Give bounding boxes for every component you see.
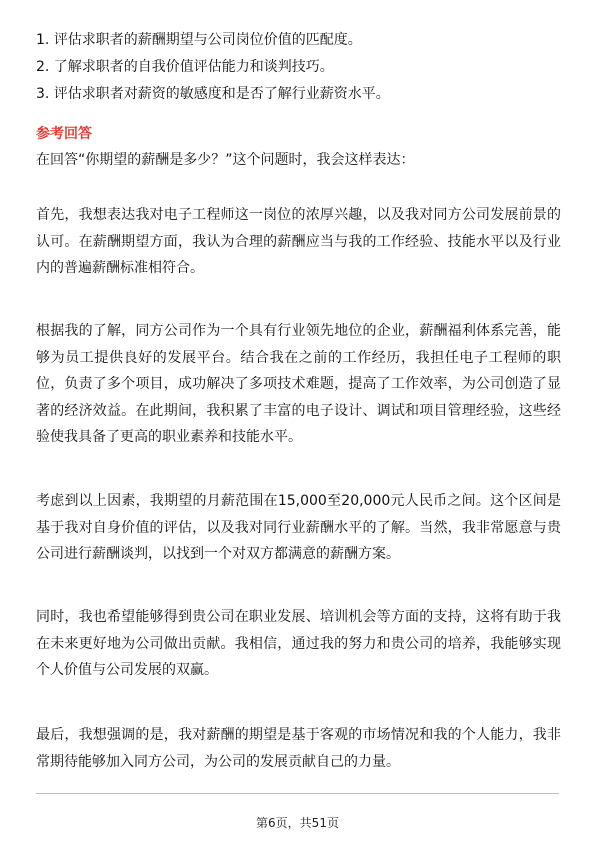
section-title: 参考回答 bbox=[36, 126, 92, 142]
question-purpose-list bbox=[36, 30, 561, 111]
footer-divider bbox=[36, 793, 559, 794]
answer-paragraph: 最后，我想强调的是，我对薪酬的期望是基于客观的市场情况和我的个人能力，我非常期待能够加入同方公司，为公司的发展贡献自己的力量。 bbox=[36, 727, 561, 770]
answer-paragraph: 首先，我想表达我对电子工程师这一岗位的浓厚兴趣，以及我对同方公司发展前景的认可。在薪酬期望方面，我认为合理的薪酬应当与我的工作经验、技能水平以及行业内的普遍薪酬标准相符合。 bbox=[36, 207, 561, 276]
list-item: 2. 了解求职者的自我价值评估能力和谈判技巧。 bbox=[36, 59, 334, 75]
answer-paragraph: 根据我的了解，同方公司作为一个具有行业领先地位的企业，薪酬福利体系完善，能够为员工提供良好的发展平台。结合我在之前的工作经历，我担任电子工程师的职位，负责了多个项目，成功解决了多项技术难题，提高了工作效率，为公司创造了显著的经济效益。在此期间，我积累了丰富的电子设计、调试和项目管理经验，这些经验使我具备了更高的职业素养和技能水平。 bbox=[36, 323, 561, 445]
page-number: 第6页，共51页 bbox=[256, 816, 339, 830]
answer-intro: 在回答“你期望的薪酬是多少？”这个问题时，我会这样表达： bbox=[36, 152, 415, 168]
list-item: 3. 评估求职者对薪资的敏感度和是否了解行业薪资水平。 bbox=[36, 86, 390, 102]
answer-paragraph: 同时，我也希望能够得到贵公司在职业发展、培训机会等方面的支持，这将有助于我在未来更好地为公司做出贡献。我相信，通过我的努力和贵公司的培养，我能够实现个人价值与公司发展的双赢。 bbox=[36, 609, 561, 678]
list-item: 1. 评估求职者的薪酬期望与公司岗位价值的匹配度。 bbox=[36, 32, 362, 48]
answer-paragraph: 考虑到以上因素，我期望的月薪范围在15,000至20,000元人民币之间。这个区间是基于我对自身价值的评估，以及我对同行业薪酬水平的了解。当然，我非常愿意与贵公司进行薪酬谈判，以找到一个对双方都满意的薪酬方案。 bbox=[36, 493, 561, 562]
